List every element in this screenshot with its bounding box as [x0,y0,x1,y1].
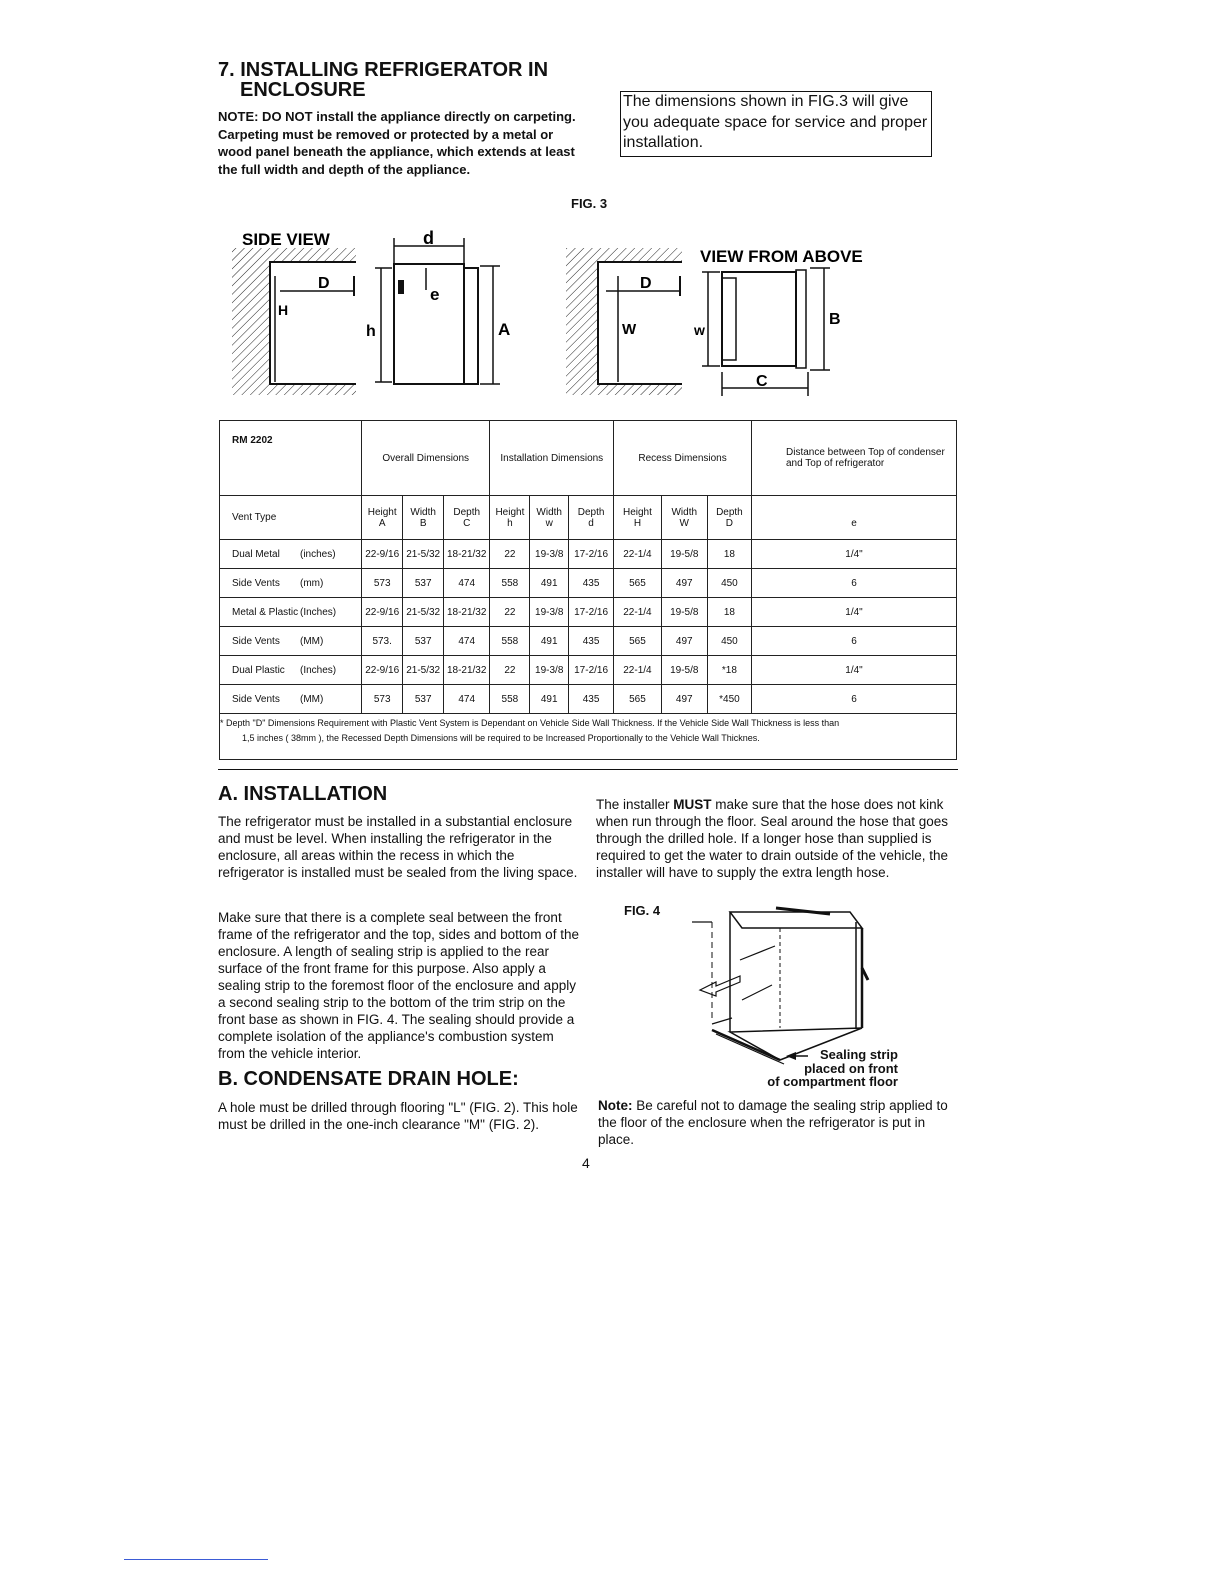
side-D-label: D [318,275,330,292]
row-label: Side Vents (MM) [220,685,362,714]
table-cell: 474 [443,685,489,714]
table-cell: 558 [490,569,530,598]
view-above-title: VIEW FROM ABOVE [700,247,863,266]
table-cell: 497 [661,685,707,714]
table-cell: 19-3/8 [530,598,569,627]
table-row [220,656,957,685]
w-label: w [694,322,705,338]
row-label: Side Vents (mm) [220,569,362,598]
row-label: Dual Plastic (Inches) [220,656,362,685]
table-cell: 6 [752,627,957,656]
e-label: e [430,285,440,304]
fridge-side-body [394,264,464,384]
table-cell: 21-5/32 [403,540,444,569]
table-cell: 6 [752,685,957,714]
table-cell: 18-21/32 [443,656,489,685]
side-top-wall [232,248,356,262]
side-recess-outline [270,262,356,384]
table-cell: 435 [569,685,614,714]
table-cell: 18 [707,598,751,627]
table-cell: 450 [707,627,751,656]
table-cell: 573 [362,569,403,598]
A-label: A [498,320,511,339]
table-cell: 6 [752,569,957,598]
table-cell: 22-1/4 [614,656,662,685]
row-label: Side Vents (MM) [220,627,362,656]
table-cell: 491 [530,569,569,598]
table-cell: 18-21/32 [443,540,489,569]
dimensions-table [219,420,957,714]
d-label: d [423,228,434,248]
section-divider [218,769,958,770]
table-row [220,540,957,569]
table-cell: 22-9/16 [362,540,403,569]
table-footnote: * Depth "D" Dimensions Requirement with Plastic Vent System is Dependant on Vehicle Side Wall Thickness. If the Vehicle Side Wall Thickness is less than 1,5 inches ( 38mm ), the Recessed Depth Dimensions will be required to be Increased Proportionally to the Vehicle Wall Thicknes. [219,706,957,760]
table-cell: 558 [490,627,530,656]
sub-header: e [752,496,957,540]
table-cell: 1/4" [752,656,957,685]
dimensions-callout: The dimensions shown in FIG.3 will give you adequate space for service and proper installation. [620,91,932,157]
sub-header: Height h [490,496,530,540]
fig4-label: FIG. 4 [624,903,661,918]
group-overall: Overall Dimensions [362,421,490,496]
table-cell: 558 [490,685,530,714]
side-back-wall [232,262,270,395]
sub-header: Depth d [569,496,614,540]
table-cell: 497 [661,569,707,598]
B-label: B [829,311,841,328]
table-cell: 474 [443,569,489,598]
drain-title: B. CONDENSATE DRAIN HOLE: [218,1068,519,1090]
table-cell: 19-3/8 [530,656,569,685]
fridge-top-body [722,272,796,366]
footer-line [124,1559,268,1560]
table-cell: 22-9/16 [362,598,403,627]
table-cell: 497 [661,627,707,656]
table-row [220,598,957,627]
fig3-diagram [0,0,1224,420]
drain-paragraph: A hole must be drilled through flooring "L" (FIG. 2). This hole must be drilled in the one-inch clearance "M" (FIG. 2). [218,1100,578,1132]
care-note: Note: Be careful not to damage the sealing strip applied to the floor of the enclosure when the refrigerator is put in place. [598,1098,948,1147]
table-cell: 22-1/4 [614,540,662,569]
table-cell: 22-9/16 [362,656,403,685]
table-cell: 537 [403,569,444,598]
side-H-label: H [278,302,289,318]
carpet-note: NOTE: DO NOT install the appliance directly on carpeting. Carpeting must be removed or protected by a metal or wood panel beneath the appliance, which extends at least the full width and depth of the appliance. [218,109,576,177]
table-cell: 491 [530,627,569,656]
table-row [220,627,957,656]
page-number: 4 [582,1155,590,1171]
sub-header: Width W [661,496,707,540]
table-cell: 450 [707,569,751,598]
above-W-label: W [622,321,637,338]
table-cell: 22 [490,598,530,627]
side-floor [270,384,356,395]
table-cell: 565 [614,627,662,656]
table-cell: 573 [362,685,403,714]
fig3-label: FIG. 3 [571,196,608,211]
sub-header: Width w [530,496,569,540]
sealing-strip-caption: Sealing strip placed on front of compartment floor [767,1047,898,1089]
C-label: C [756,373,768,390]
table-cell: 537 [403,685,444,714]
row-label: Dual Metal (inches) [220,540,362,569]
side-view-title: SIDE VIEW [242,230,330,249]
table-cell: *450 [707,685,751,714]
row-label: Metal & Plastic (Inches) [220,598,362,627]
table-cell: 537 [403,627,444,656]
table-cell: 22 [490,540,530,569]
fridge-side-condenser [464,268,478,384]
above-D-label: D [640,275,652,292]
sub-header: Height H [614,496,662,540]
table-cell: 19-5/8 [661,540,707,569]
model-cell: RM 2202 [220,421,362,496]
table-cell: 21-5/32 [403,598,444,627]
table-cell: 1/4" [752,540,957,569]
table-cell: 435 [569,569,614,598]
group-installation: Installation Dimensions [490,421,614,496]
h-label: h [366,323,376,340]
above-side-wall [598,384,682,395]
table-body [220,540,957,714]
table-cell: 17-2/16 [569,598,614,627]
group-recess: Recess Dimensions [614,421,752,496]
table-cell: 21-5/32 [403,656,444,685]
table-cell: 17-2/16 [569,540,614,569]
table-cell: 565 [614,685,662,714]
installation-paragraph-2: Make sure that there is a complete seal between the front frame of the refrigerator and the top, sides and bottom of the enclosure. A length of sealing strip is applied to the rear surface of the front frame for this purpose. Also apply a sealing strip to the foremost floor of the enclosure and apply a second sealing strip to the bottom of the trim strip on the front base as shown in FIG. 4. The sealing should provide a complete isolation of the appliance's combustion system from the vehicle interior. [218,910,579,1061]
table-cell: 474 [443,627,489,656]
table-cell: 1/4" [752,598,957,627]
table-cell: 18 [707,540,751,569]
sub-header: Width B [403,496,444,540]
table-cell: 573. [362,627,403,656]
table-cell: 435 [569,627,614,656]
installation-paragraph-1: The refrigerator must be installed in a substantial enclosure and must be level. When installing the refrigerator in the enclosure, all areas within the recess in which the refrigerator is installed must be sealed from the living space. [218,814,578,880]
above-top-wall [566,248,682,262]
sub-header: Height A [362,496,403,540]
table-cell: 17-2/16 [569,656,614,685]
table-cell: 18-21/32 [443,598,489,627]
table-cell: *18 [707,656,751,685]
vent-type-cell: Vent Type [220,496,362,540]
above-back-wall [566,262,598,395]
table-cell: 565 [614,569,662,598]
table-row [220,569,957,598]
table-cell: 491 [530,685,569,714]
table-cell: 22 [490,656,530,685]
table-cell: 19-3/8 [530,540,569,569]
sub-header: Depth D [707,496,751,540]
installation-title: A. INSTALLATION [218,783,388,805]
hose-paragraph: The installer MUST make sure that the hose does not kink when run through the floor. Seal around the hose that goes through the drilled hole. If a longer hose than supplied is required to get the water to drain outside of the vehicle, the installer will have to supply the extra length hose. [596,797,949,880]
table-cell: 19-5/8 [661,598,707,627]
table-cell: 19-5/8 [661,656,707,685]
section-title: 7. INSTALLING REFRIGERATOR IN ENCLOSURE [218,59,549,101]
group-distance: Distance between Top of condenser and Top of refrigerator [752,421,957,496]
sub-header: Depth C [443,496,489,540]
table-cell: 22-1/4 [614,598,662,627]
